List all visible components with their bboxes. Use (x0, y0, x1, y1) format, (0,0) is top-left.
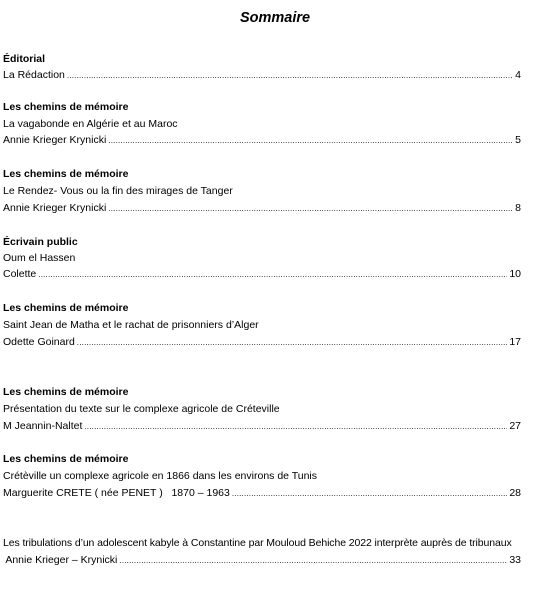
page-number: 5 (515, 134, 521, 146)
toc-entry-line (3, 486, 521, 501)
dot-leader (77, 336, 508, 350)
section-heading: Écrivain public (3, 236, 78, 248)
toc-entry-line (3, 553, 521, 568)
section-heading: Les chemins de mémoire (3, 101, 129, 113)
entry-title: Crétèville un complexe agricole en 1866 dans les environs de Tunis (3, 470, 318, 482)
entry-title: Présentation du texte sur le complexe agricole de Créteville (3, 403, 280, 415)
entry-author: Colette (3, 268, 37, 280)
page-number: 8 (515, 202, 521, 214)
entry-author: Marguerite CRETE ( née PENET ) 1870 – 1963 (3, 487, 230, 499)
toc-entry-line (3, 68, 521, 83)
entry-title: Oum el Hassen (3, 252, 76, 264)
dot-leader (119, 554, 507, 568)
toc-entry-line (3, 133, 521, 148)
entry-title: Les tribulations d’un adolescent kabyle à Constantine par Mouloud Behiche 2022 interprète auprès de tribunaux (3, 537, 512, 549)
section-heading: Les chemins de mémoire (3, 302, 129, 314)
dot-leader (67, 69, 513, 83)
toc-entry-line (3, 419, 521, 434)
toc-entry-line (3, 335, 521, 350)
page-number: 17 (509, 336, 521, 348)
dot-leader (108, 202, 513, 216)
section-heading: Éditorial (3, 53, 46, 65)
page-number: 27 (509, 420, 521, 432)
entry-title: Saint Jean de Matha et le rachat de prisonniers d’Alger (3, 319, 259, 331)
section-heading: Les chemins de mémoire (3, 453, 129, 465)
dot-leader (232, 487, 507, 501)
entry-title: La vagabonde en Algérie et au Maroc (3, 118, 178, 130)
dot-leader (108, 134, 513, 148)
section-heading: Les chemins de mémoire (3, 168, 129, 180)
entry-title: Le Rendez- Vous ou la fin des mirages de Tanger (3, 185, 233, 197)
page-number: 28 (509, 487, 521, 499)
entry-author: Annie Krieger Krynicki (3, 202, 107, 214)
page-number: 4 (515, 69, 521, 81)
entry-author: M Jeannin-Naltet (3, 420, 83, 432)
toc-entry-line (3, 201, 521, 216)
dot-leader (38, 268, 507, 282)
entry-author: Annie Krieger Krynicki (3, 134, 107, 146)
entry-author: La Rédaction (3, 69, 65, 81)
page-number: 10 (509, 268, 521, 280)
entry-author: Annie Krieger – Krynicki (3, 554, 118, 566)
dot-leader (84, 420, 507, 434)
page-title: Sommaire (239, 10, 311, 26)
section-heading: Les chemins de mémoire (3, 386, 129, 398)
page-number: 33 (509, 554, 521, 566)
entry-author: Odette Goinard (3, 336, 75, 348)
toc-entry-line (3, 267, 521, 282)
